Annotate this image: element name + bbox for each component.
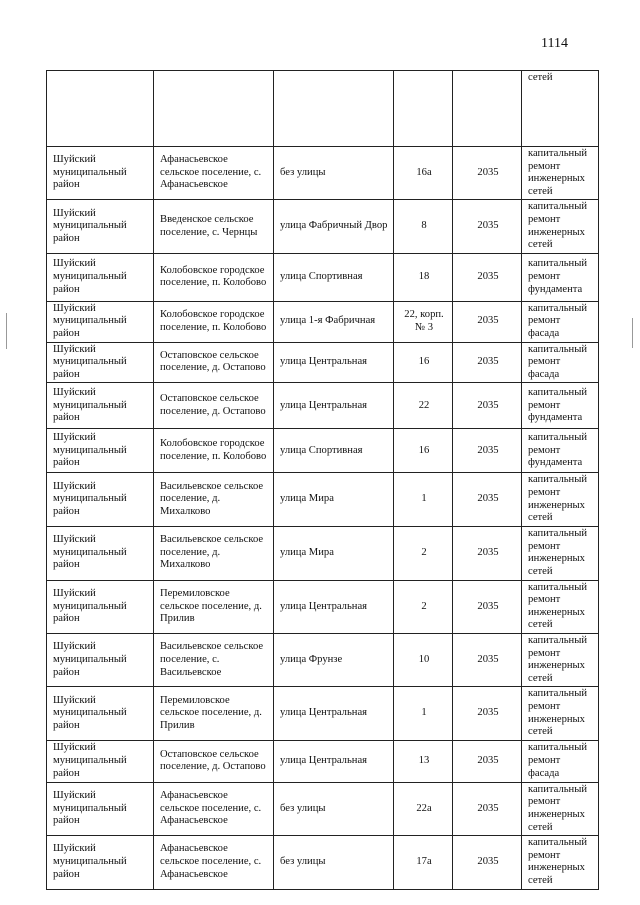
settlement-cell: Афанасьевское сельское поселение, с. Афанасьевское [154, 782, 274, 835]
work-type-cell: капитальный ремонт фасада [522, 342, 599, 383]
street-cell: без улицы [274, 782, 394, 835]
street-cell: без улицы [274, 147, 394, 200]
scan-edge-mark [632, 318, 633, 348]
year-cell [453, 71, 522, 147]
settlement-cell: Колобовское городское поселение, п. Колобово [154, 301, 274, 342]
work-type-cell: капитальный ремонт инженерных сетей [522, 147, 599, 200]
work-type-cell: капитальный ремонт инженерных сетей [522, 687, 599, 740]
work-type-cell: капитальный ремонт инженерных сетей [522, 580, 599, 633]
settlement-cell: Введенское сельское поселение, с. Чернцы [154, 200, 274, 253]
work-type-cell: капитальный ремонт фасада [522, 301, 599, 342]
house-cell: 2 [394, 526, 453, 580]
year-cell: 2035 [453, 429, 522, 473]
settlement-cell: Афанасьевское сельское поселение, с. Афанасьевское [154, 147, 274, 200]
work-type-cell: капитальный ремонт фундамента [522, 383, 599, 429]
house-cell: 18 [394, 253, 453, 301]
district-cell: Шуйский муниципальный район [47, 526, 154, 580]
district-cell: Шуйский муниципальный район [47, 473, 154, 526]
district-cell: Шуйский муниципальный район [47, 147, 154, 200]
street-cell: улица Центральная [274, 687, 394, 740]
street-cell: улица Фабричный Двор [274, 200, 394, 253]
street-cell: улица Центральная [274, 740, 394, 782]
table-row [47, 301, 599, 342]
settlement-cell: Остаповское сельское поселение, д. Остапово [154, 740, 274, 782]
street-cell [274, 71, 394, 147]
table-row [47, 342, 599, 383]
year-cell: 2035 [453, 253, 522, 301]
table-row [47, 836, 599, 889]
house-cell: 17а [394, 836, 453, 889]
street-cell: улица Мира [274, 473, 394, 526]
table-row [47, 740, 599, 782]
district-cell: Шуйский муниципальный район [47, 383, 154, 429]
year-cell: 2035 [453, 782, 522, 835]
house-cell: 22 [394, 383, 453, 429]
year-cell: 2035 [453, 836, 522, 889]
house-cell: 16 [394, 342, 453, 383]
year-cell: 2035 [453, 383, 522, 429]
street-cell: улица Спортивная [274, 253, 394, 301]
district-cell [47, 71, 154, 147]
work-type-cell: капитальный ремонт инженерных сетей [522, 634, 599, 687]
table-row [47, 147, 599, 200]
district-cell: Шуйский муниципальный район [47, 740, 154, 782]
street-cell: улица Фрунзе [274, 634, 394, 687]
settlement-cell: Афанасьевское сельское поселение, с. Афанасьевское [154, 836, 274, 889]
settlement-cell: Перемиловское сельское поселение, д. Прилив [154, 580, 274, 633]
settlement-cell: Остаповское сельское поселение, д. Остапово [154, 342, 274, 383]
district-cell: Шуйский муниципальный район [47, 342, 154, 383]
house-cell: 8 [394, 200, 453, 253]
table-row [47, 580, 599, 633]
house-cell: 1 [394, 473, 453, 526]
year-cell: 2035 [453, 147, 522, 200]
table-row [47, 253, 599, 301]
house-cell: 22, корп. № 3 [394, 301, 453, 342]
house-cell: 13 [394, 740, 453, 782]
settlement-cell: Васильевское сельское поселение, д. Михалково [154, 526, 274, 580]
settlement-cell: Остаповское сельское поселение, д. Остапово [154, 383, 274, 429]
table-row [47, 429, 599, 473]
street-cell: без улицы [274, 836, 394, 889]
year-cell: 2035 [453, 634, 522, 687]
house-cell: 1 [394, 687, 453, 740]
work-type-cell: капитальный ремонт фасада [522, 740, 599, 782]
street-cell: улица Центральная [274, 580, 394, 633]
scan-edge-mark [6, 313, 7, 349]
street-cell: улица Центральная [274, 342, 394, 383]
work-type-cell: сетей [522, 71, 599, 147]
house-cell: 10 [394, 634, 453, 687]
table-row [47, 200, 599, 253]
settlement-cell: Васильевское сельское поселение, с. Васильевское [154, 634, 274, 687]
settlement-cell: Колобовское городское поселение, п. Колобово [154, 429, 274, 473]
table-row [47, 634, 599, 687]
district-cell: Шуйский муниципальный район [47, 687, 154, 740]
continuation-row [47, 71, 599, 147]
year-cell: 2035 [453, 687, 522, 740]
year-cell: 2035 [453, 580, 522, 633]
district-cell: Шуйский муниципальный район [47, 580, 154, 633]
work-type-cell: капитальный ремонт инженерных сетей [522, 526, 599, 580]
street-cell: улица Мира [274, 526, 394, 580]
district-cell: Шуйский муниципальный район [47, 836, 154, 889]
settlement-cell [154, 71, 274, 147]
table-row [47, 782, 599, 835]
settlement-cell: Васильевское сельское поселение, д. Михалково [154, 473, 274, 526]
house-cell: 16а [394, 147, 453, 200]
year-cell: 2035 [453, 473, 522, 526]
settlement-cell: Колобовское городское поселение, п. Колобово [154, 253, 274, 301]
district-cell: Шуйский муниципальный район [47, 200, 154, 253]
work-type-cell: капитальный ремонт инженерных сетей [522, 200, 599, 253]
house-cell: 22а [394, 782, 453, 835]
work-type-cell: капитальный ремонт фундамента [522, 253, 599, 301]
district-cell: Шуйский муниципальный район [47, 634, 154, 687]
street-cell: улица Спортивная [274, 429, 394, 473]
year-cell: 2035 [453, 301, 522, 342]
year-cell: 2035 [453, 740, 522, 782]
work-type-cell: капитальный ремонт фундамента [522, 429, 599, 473]
table-row [47, 687, 599, 740]
page-number: 1114 [541, 36, 568, 51]
house-cell [394, 71, 453, 147]
district-cell: Шуйский муниципальный район [47, 429, 154, 473]
table-row [47, 473, 599, 526]
repair-schedule-table [46, 70, 599, 890]
district-cell: Шуйский муниципальный район [47, 301, 154, 342]
street-cell: улица 1-я Фабричная [274, 301, 394, 342]
work-type-cell: капитальный ремонт инженерных сетей [522, 836, 599, 889]
street-cell: улица Центральная [274, 383, 394, 429]
house-cell: 16 [394, 429, 453, 473]
district-cell: Шуйский муниципальный район [47, 253, 154, 301]
year-cell: 2035 [453, 526, 522, 580]
house-cell: 2 [394, 580, 453, 633]
year-cell: 2035 [453, 200, 522, 253]
year-cell: 2035 [453, 342, 522, 383]
settlement-cell: Перемиловское сельское поселение, д. Прилив [154, 687, 274, 740]
table-row [47, 526, 599, 580]
work-type-cell: капитальный ремонт инженерных сетей [522, 473, 599, 526]
district-cell: Шуйский муниципальный район [47, 782, 154, 835]
table-row [47, 383, 599, 429]
work-type-cell: капитальный ремонт инженерных сетей [522, 782, 599, 835]
